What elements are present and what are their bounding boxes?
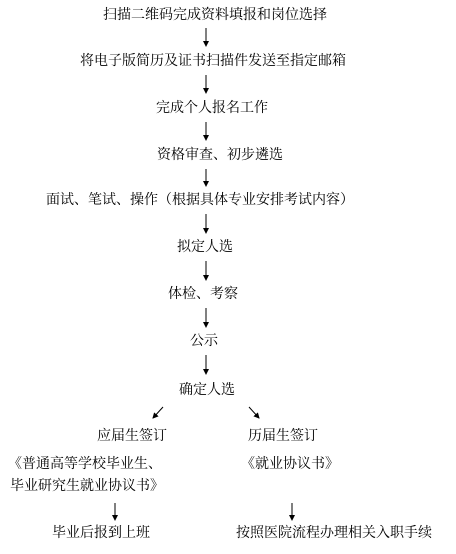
step-send-email: 将电子版简历及证书扫描件发送至指定邮箱 [80,53,346,69]
step-confirm: 确定人选 [179,382,235,398]
step-public-notice: 公示 [190,333,218,349]
step-exam: 面试、笔试、操作（根据具体专业安排考试内容） [46,192,354,208]
step-registration: 完成个人报名工作 [156,100,268,116]
branch-left-title: 应届生签订 [97,428,167,444]
result-left: 毕业后报到上班 [52,525,150,541]
branch-left-line1: 《普通高等学校毕业生、 [8,456,162,472]
step-qualification-review: 资格审查、初步遴选 [157,147,283,163]
step-candidate: 拟定人选 [177,239,233,255]
arrow-right-branch [249,407,259,418]
step-scan-qr: 扫描二维码完成资料填报和岗位选择 [103,7,327,23]
result-right: 按照医院流程办理相关入职手续 [236,525,432,541]
step-physical-check: 体检、考察 [168,286,238,302]
branch-right-line1: 《就业协议书》 [241,456,339,472]
branch-left-line2: 毕业研究生就业协议书》 [10,478,164,494]
arrow-left-branch [153,407,163,418]
branch-right-title: 历届生签订 [248,428,318,444]
